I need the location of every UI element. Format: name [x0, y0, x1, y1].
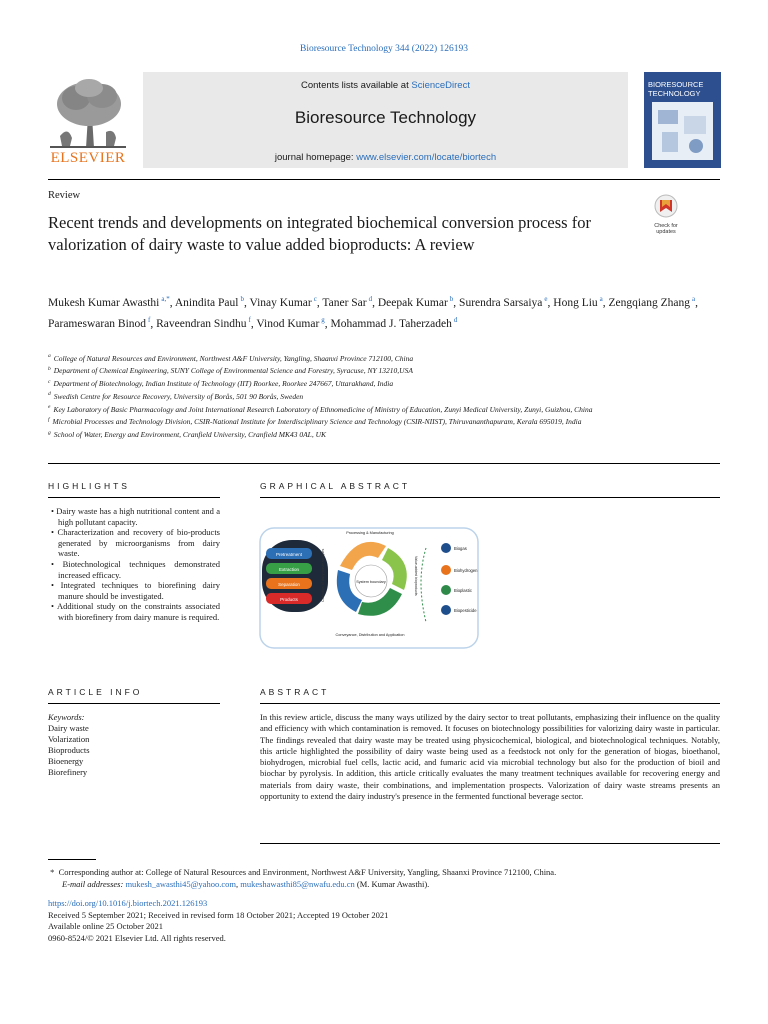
sciencedirect-link[interactable]: ScienceDirect	[411, 80, 470, 91]
author-separator: ,	[250, 317, 257, 330]
affiliation-marker: e	[48, 404, 51, 411]
affiliation-item	[48, 351, 708, 364]
author-name[interactable]: Anindita Paul	[174, 296, 239, 309]
author-affiliation-marker[interactable]: a	[599, 295, 603, 303]
ga-product-dot	[441, 543, 451, 553]
affiliation-text: Swedish Centre for Resource Recovery, University of Borås, 501 90 Borås, Sweden	[53, 391, 304, 401]
email-label: E-mail addresses:	[62, 879, 124, 889]
email-separator: ,	[235, 879, 241, 889]
highlight-item	[48, 559, 220, 580]
affiliation-item	[48, 428, 708, 441]
ga-center-caption: System boundary	[356, 580, 386, 584]
received-dates: Received 5 September 2021; Received in revised form 18 October 2021; Accepted 19 October 2021	[48, 909, 389, 920]
email-link[interactable]: mukeshawasthi85@nwafu.edu.cn	[240, 879, 355, 889]
keywords-label: Keywords:	[48, 712, 85, 722]
ga-left-caption: Collection of dairy waste samples	[321, 548, 325, 602]
highlight-item	[48, 601, 220, 622]
author-entry	[378, 297, 459, 309]
abstract-rule	[260, 703, 720, 704]
author-name[interactable]: Surendra Sarsaiya	[459, 296, 543, 309]
bullet-icon: •	[51, 506, 57, 516]
affiliation-text: Microbial Processes and Technology Division, CSIR-National Institute for Interdisciplinary Science and Technology (CSIR-NIIST), Thiruvananthapuram, Kerala 695019, India	[52, 417, 582, 427]
email-link[interactable]: mukesh_awasthi45@yahoo.com	[125, 879, 236, 889]
author-entry	[250, 297, 323, 309]
author-name[interactable]: Deepak Kumar	[377, 296, 448, 309]
ga-product-label: Biogas	[454, 546, 467, 551]
ga-left-label: Separation	[278, 582, 300, 587]
journal-homepage	[143, 152, 628, 163]
ga-product-dot	[441, 565, 451, 575]
journal-title: Bioresource Technology	[294, 108, 477, 127]
article-info-rule	[48, 703, 220, 704]
affiliation-item	[48, 377, 708, 390]
author-name[interactable]: Mukesh Kumar Awasthi	[48, 296, 160, 309]
author-separator: ,	[695, 296, 698, 309]
author-name[interactable]: Vinay Kumar	[249, 296, 312, 309]
check-for-updates-label: Check for updates	[654, 223, 678, 235]
affiliation-text: College of Natural Resources and Environment, Northwest A&F University, Yangling, Shaanxi Province 712100, China	[53, 353, 414, 363]
author-affiliation-marker[interactable]: a,*	[161, 295, 170, 303]
affiliation-text: Key Laboratory of Basic Pharmacology and Joint International Research Laboratory of Ethnomedicine of Ministry of Education, Zunyi Medical University, Zunyi, Guizhou, China	[53, 404, 593, 414]
author-separator: ,	[243, 296, 250, 309]
affiliation-text: School of Water, Energy and Environment, Cranfield University, Cranfield MK43 0AL, UK	[53, 430, 327, 440]
author-affiliation-marker[interactable]: d	[368, 295, 373, 303]
keyword: Dairy waste	[48, 723, 89, 733]
affiliation-marker: a	[48, 353, 51, 359]
author-separator: ,	[316, 296, 323, 309]
graphical-abstract-heading: GRAPHICAL ABSTRACT	[260, 481, 411, 491]
contents-prefix: Contents lists available at	[301, 80, 412, 91]
ga-right-caption: Value-added bioproducts	[414, 556, 418, 596]
author-entry	[256, 315, 331, 330]
author-affiliation-marker[interactable]: f	[248, 315, 251, 324]
graphical-abstract-rule	[260, 497, 720, 498]
author-entry	[48, 315, 157, 330]
highlight-text: Integrated techniques to biorefining dairy manure should be investigated.	[58, 580, 220, 601]
highlights-rule	[48, 497, 220, 498]
author-name[interactable]: Raveendran Sindhu	[156, 317, 247, 330]
author-affiliation-marker[interactable]: a	[691, 295, 696, 303]
abstract-text: In this review article, discuss the many ways utilized by the dairy sector to treat pollutants, emphasizing their influence on the quality and efficiency with which contamination is removed. It focuses on biotechnology possibilities for valorizing dairy waste in particular. The findings revealed that dairy waste may be treated using physicochemical, biological, and biotechnological techniques. Notably, this article highlighted the possibility of dairy waste being used as a feedstock not only for the generation of biogas, bioethanol, biohydrogen, microbial fuel cells, lactic acid, and fumaric acid via microbial technology but also for the production of bioil and biochar by pyrolysis. In addition, this article critically evaluates the many treatment techniques available for recovering energy and materials from dairy waste, their combinations, and implementation prospects. Valorization of dairy waste streams presents an opportunity to extend the dairy industry's presence in the fermented functional beverage sector.	[260, 712, 720, 802]
ga-left-label: Products	[280, 597, 298, 602]
affiliation-list	[48, 351, 708, 441]
bullet-icon: •	[51, 580, 61, 591]
bullet-icon: •	[51, 558, 63, 569]
author-separator: ,	[169, 296, 175, 309]
affiliation-marker: b	[48, 365, 51, 372]
ga-left-label: Extraction	[278, 567, 300, 572]
ga-bottom-caption: Conveyance, Distribution and Application	[335, 633, 405, 637]
keyword: Volarization	[48, 734, 90, 744]
author-affiliation-marker[interactable]: f	[148, 315, 151, 324]
corresponding-marker: *	[50, 867, 55, 877]
bullet-icon: •	[51, 527, 58, 538]
graphical-abstract-figure[interactable]	[258, 526, 484, 650]
cover-title: BIORESOURCE TECHNOLOGY	[648, 80, 704, 98]
footnote-rule	[48, 859, 96, 860]
doi-link[interactable]: https://doi.org/10.1016/j.biortech.2021.126193	[48, 898, 208, 908]
author-affiliation-marker[interactable]: b	[449, 295, 454, 303]
keyword: Bioenergy	[48, 756, 84, 766]
affiliation-divider	[48, 463, 720, 464]
highlight-item	[48, 527, 220, 559]
author-name[interactable]: Parameswaran Binod	[48, 317, 147, 330]
author-name[interactable]: Taner Sar	[322, 296, 367, 309]
highlight-text: Biotechnological techniques demonstrated increased efficacy.	[58, 558, 220, 580]
ga-product-label: Biopesticide	[454, 608, 477, 613]
corresponding-footnote	[48, 866, 720, 890]
email-line	[48, 878, 720, 890]
author-separator: ,	[547, 296, 554, 309]
author-list	[48, 291, 708, 333]
keyword: Biorefinery	[48, 767, 88, 777]
author-separator: ,	[150, 317, 157, 330]
ga-product-dot	[441, 605, 451, 615]
author-name[interactable]: Hong Liu	[553, 296, 598, 309]
highlights-list	[48, 506, 220, 623]
homepage-prefix: journal homepage:	[274, 152, 357, 163]
affiliation-item	[48, 402, 708, 415]
ga-product-dot	[441, 585, 451, 595]
author-separator: ,	[324, 317, 331, 330]
author-affiliation-marker[interactable]: d	[453, 315, 458, 324]
ga-product-label: Bioplastic	[454, 588, 472, 593]
author-entry	[330, 315, 458, 330]
affiliation-text: Department of Biotechnology, Indian Institute of Technology (IIT) Roorkee, Roorkee 247667, Uttarakhand, India	[53, 379, 394, 389]
article-type: Review	[48, 190, 81, 201]
header-divider	[48, 179, 720, 180]
abstract-bottom-rule	[260, 843, 720, 844]
author-name[interactable]: Mohammad J. Taherzadeh	[330, 317, 452, 330]
highlight-text: Additional study on the constraints associated with biorefinery from dairy manure is required.	[57, 601, 221, 622]
journal-citation[interactable]: Bioresource Technology 344 (2022) 126193	[299, 44, 469, 54]
author-entry	[175, 297, 250, 309]
abstract-heading: ABSTRACT	[260, 687, 330, 697]
author-entry	[553, 297, 608, 309]
affiliation-item	[48, 364, 708, 377]
affiliation-marker: f	[48, 416, 50, 423]
bullet-icon: •	[51, 601, 58, 612]
available-online: Available online 25 October 2021	[48, 921, 164, 931]
author-separator: ,	[453, 296, 460, 309]
author-affiliation-marker[interactable]: b	[240, 295, 244, 303]
author-affiliation-marker[interactable]: c	[313, 295, 317, 303]
article-title: Recent trends and developments on integrated biochemical conversion process for valorization of dairy waste to value added bioproducts: A review	[48, 213, 591, 254]
author-separator: ,	[602, 296, 609, 309]
corresponding-author-line	[48, 866, 720, 878]
contents-line	[143, 80, 628, 91]
highlight-item	[48, 580, 220, 601]
author-name[interactable]: Vinod Kumar	[256, 317, 320, 330]
author-entry	[156, 315, 257, 330]
keywords-block	[48, 712, 220, 778]
elsevier-logo-text: ELSEVIER	[50, 150, 126, 166]
author-entry	[459, 297, 553, 309]
affiliation-item	[48, 415, 708, 428]
author-name[interactable]: Zengqiang Zhang	[608, 296, 690, 309]
affiliation-marker: g	[48, 429, 51, 436]
ga-product-label: Biohydrogen	[454, 568, 478, 573]
author-entry	[609, 297, 698, 309]
highlight-text: Dairy waste has a high nutritional content and a high pollutant capacity.	[56, 506, 220, 527]
affiliation-marker: d	[48, 391, 51, 398]
affiliation-marker: c	[48, 378, 51, 385]
highlight-text: Characterization and recovery of bio-products generated by microorganisms from dairy waste.	[57, 527, 220, 559]
highlight-item	[48, 506, 220, 527]
publication-info	[48, 898, 720, 944]
ga-left-label: Pretreatment	[275, 552, 303, 557]
author-entry	[48, 297, 175, 309]
article-info-heading: ARTICLE INFO	[48, 687, 143, 697]
author-separator: ,	[372, 296, 378, 309]
copyright: 0960-8524/© 2021 Elsevier Ltd. All rights reserved.	[48, 932, 226, 943]
ga-top-caption: Processing & Manufacturing	[346, 531, 394, 535]
author-affiliation-marker[interactable]: e	[544, 295, 548, 303]
homepage-link[interactable]: www.elsevier.com/locate/biortech	[356, 152, 497, 163]
highlights-heading: HIGHLIGHTS	[48, 481, 130, 491]
corresponding-author: Corresponding author at: College of Natural Resources and Environment, Northwest A&F University, Yangling, Shaanxi Province 712100, China.	[58, 867, 557, 877]
email-suffix: (M. Kumar Awasthi).	[354, 879, 430, 889]
author-affiliation-marker[interactable]: g	[321, 315, 325, 324]
affiliation-text: Department of Chemical Engineering, SUNY College of Environmental Science and Forestry, Syracuse, NY 13210,USA	[53, 366, 413, 376]
check-for-updates-icon[interactable]	[648, 194, 684, 235]
author-entry	[322, 297, 377, 309]
keyword: Bioproducts	[48, 745, 90, 755]
affiliation-item	[48, 389, 708, 402]
